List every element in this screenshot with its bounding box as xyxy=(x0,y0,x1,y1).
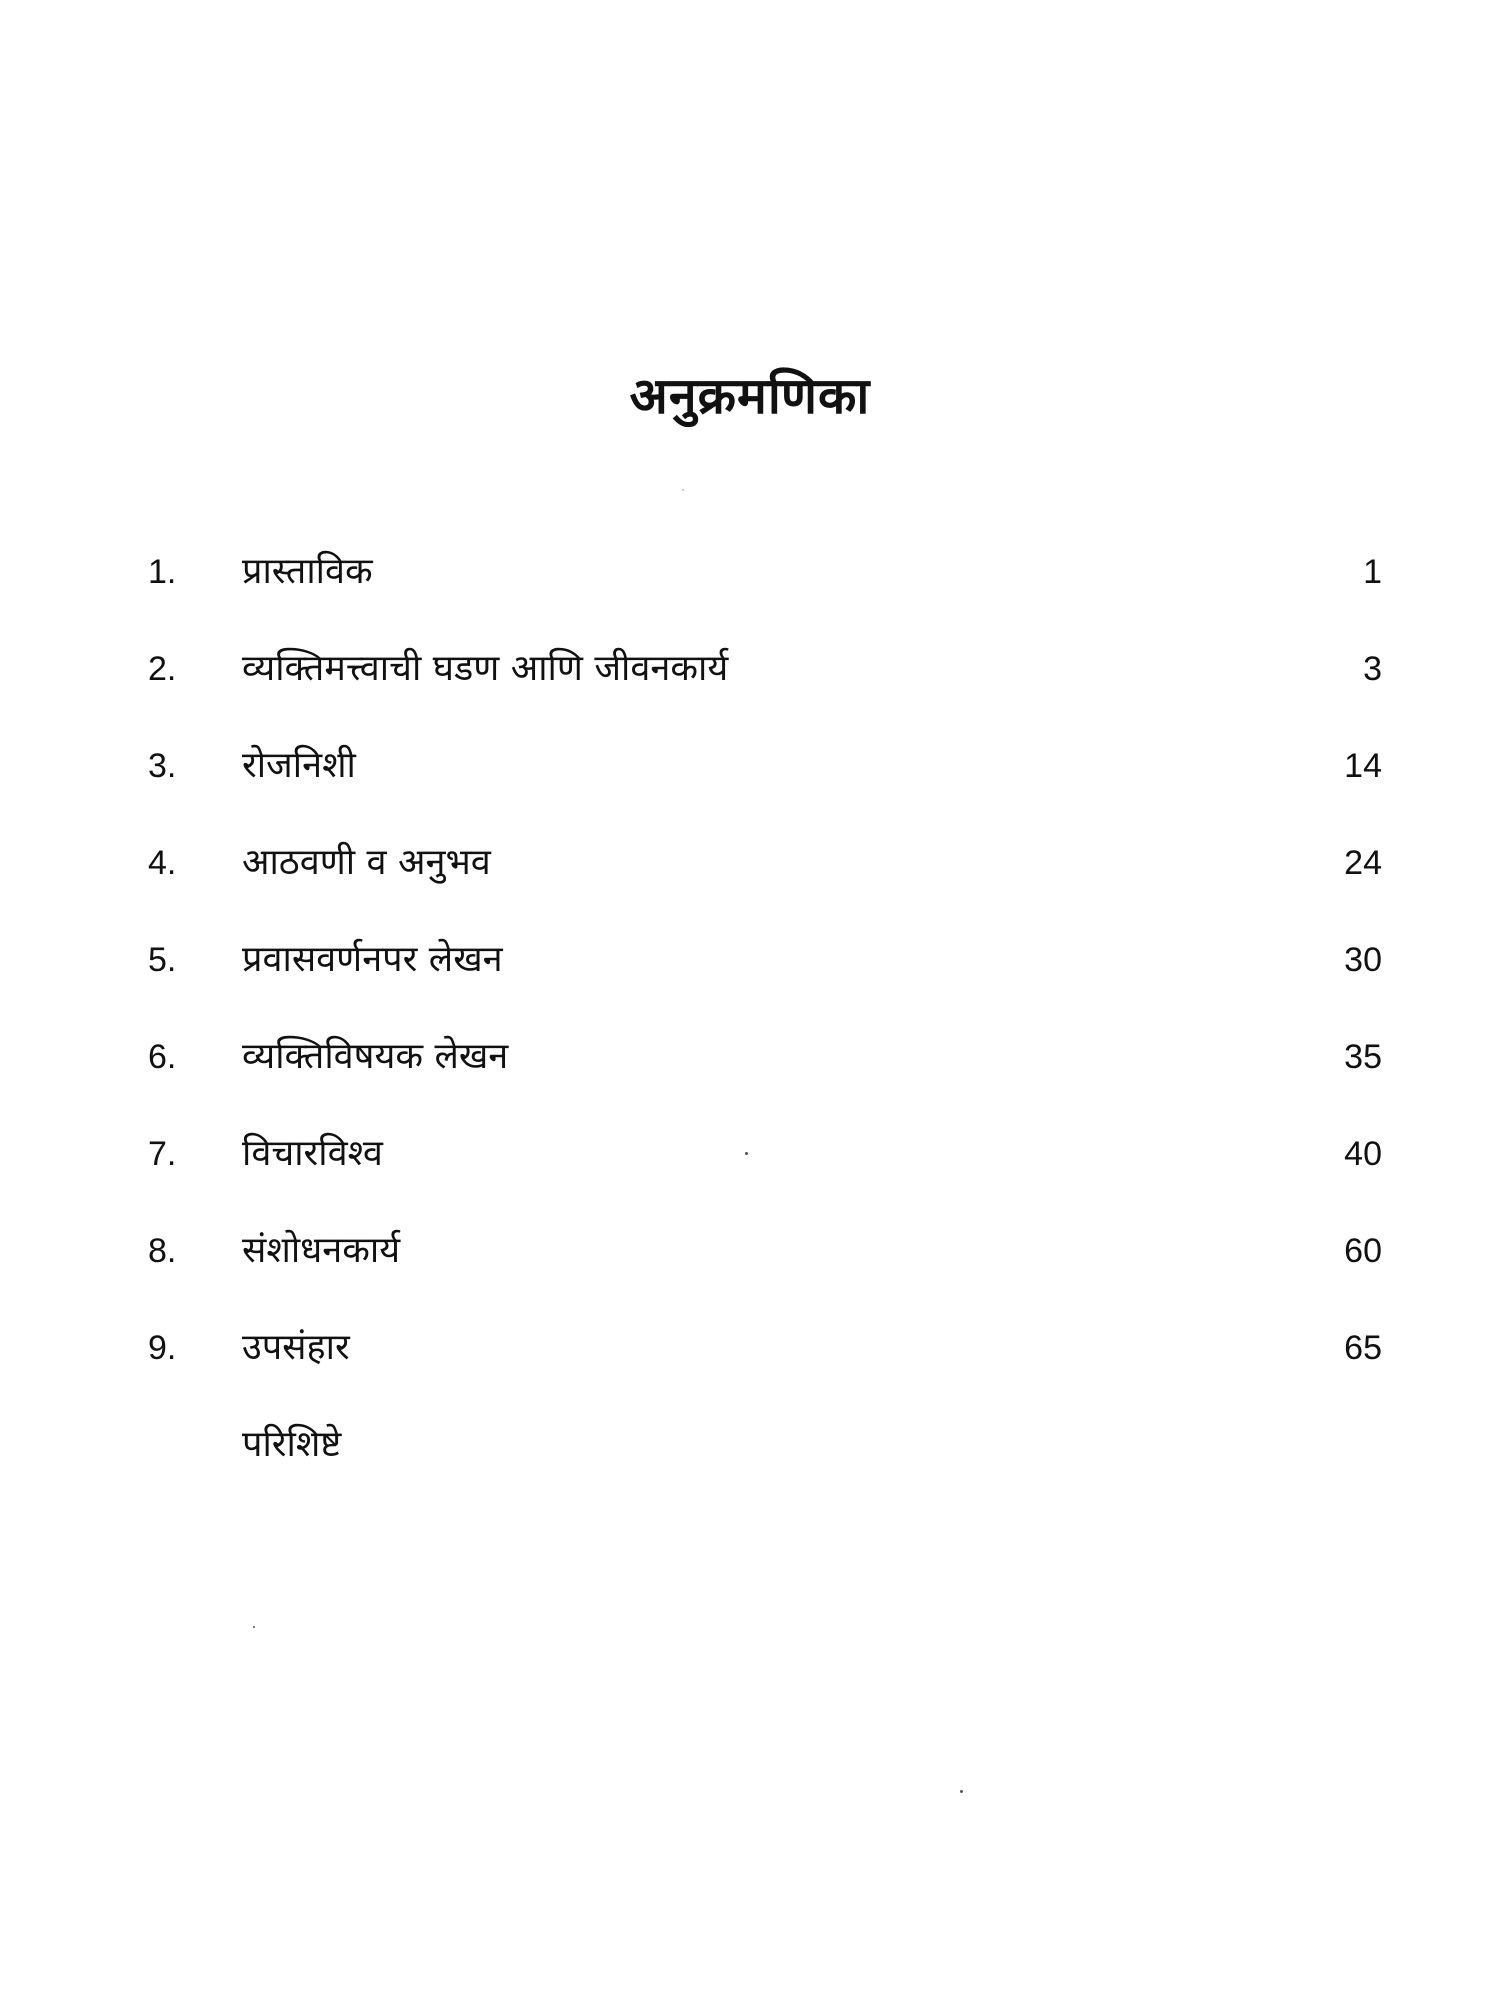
toc-entry xyxy=(0,1027,1500,1087)
entry-number: 7. xyxy=(148,1135,177,1173)
entry-label: संशोधनकार्य xyxy=(242,1230,401,1271)
entry-page-number: 1 xyxy=(1363,553,1382,591)
toc-entry-appendix xyxy=(0,1415,1500,1475)
entry-page-number: 60 xyxy=(1344,1232,1382,1270)
toc-entry xyxy=(0,1221,1500,1281)
entry-number: 1. xyxy=(148,553,177,591)
entry-number: 8. xyxy=(148,1232,177,1270)
entry-number: 6. xyxy=(148,1038,177,1076)
entry-label: उपसंहार xyxy=(242,1327,350,1368)
entry-label: रोजनिशी xyxy=(242,745,356,786)
toc-entry xyxy=(0,1124,1500,1184)
entry-label: व्यक्तिमत्त्वाची घडण आणि जीवनकार्य xyxy=(242,648,729,689)
scan-speck xyxy=(682,489,684,491)
entry-label: व्यक्तिविषयक लेखन xyxy=(242,1036,509,1077)
entry-number: 3. xyxy=(148,747,177,785)
entry-label: परिशिष्टे xyxy=(242,1424,342,1465)
toc-entry xyxy=(0,639,1500,699)
toc-entry xyxy=(0,833,1500,893)
entry-page-number: 24 xyxy=(1344,844,1382,882)
entry-page-number: 30 xyxy=(1344,941,1382,979)
entry-label: विचारविश्व xyxy=(242,1133,383,1174)
scan-speck xyxy=(745,1152,748,1155)
entry-page-number: 65 xyxy=(1344,1329,1382,1367)
scan-speck xyxy=(960,1790,963,1793)
entry-number: 4. xyxy=(148,844,177,882)
toc-entry xyxy=(0,542,1500,602)
entry-page-number: 14 xyxy=(1344,747,1382,785)
entry-label: प्रास्ताविक xyxy=(242,551,373,592)
entry-page-number: 40 xyxy=(1344,1135,1382,1173)
page-title: अनुक्रमणिका xyxy=(629,367,871,425)
toc-entry xyxy=(0,1318,1500,1378)
toc-entry xyxy=(0,736,1500,796)
entry-label: प्रवासवर्णनपर लेखन xyxy=(242,939,503,980)
entry-number: 2. xyxy=(148,650,177,688)
scan-speck xyxy=(253,1626,255,1628)
toc-entry xyxy=(0,930,1500,990)
entry-page-number: 3 xyxy=(1363,650,1382,688)
entry-number: 9. xyxy=(148,1329,177,1367)
entry-number: 5. xyxy=(148,941,177,979)
entry-page-number: 35 xyxy=(1344,1038,1382,1076)
entry-label: आठवणी व अनुभव xyxy=(242,842,491,883)
